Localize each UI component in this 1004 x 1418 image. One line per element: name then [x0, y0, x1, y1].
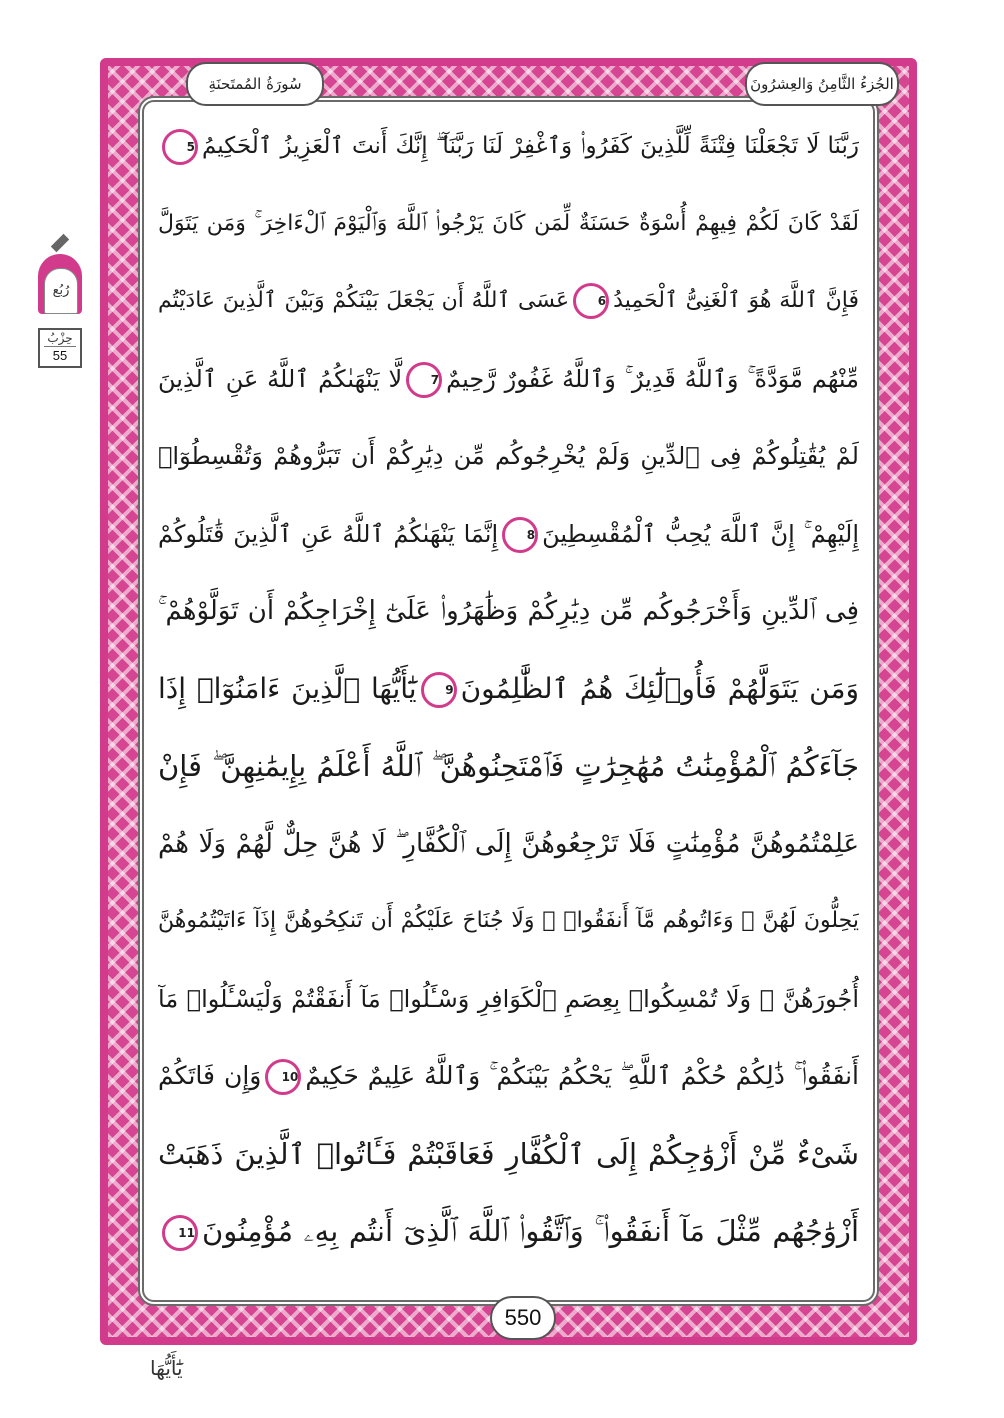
verse-line: [158, 581, 859, 641]
hizb-marker: [30, 232, 90, 372]
ayah-number-marker: 9: [421, 672, 457, 708]
page-number: 550: [490, 1296, 556, 1340]
verse-text: عَسَى ٱللَّهُ أَن يَجْعَلَ بَيْنَكُمْ وَبَيْنَ ٱلَّذِينَ عَادَيْتُم: [158, 288, 570, 313]
verse-text: إِنَّمَا يَنْهَىٰكُمُ ٱللَّهُ عَنِ ٱلَّذِينَ قَٰتَلُوكُمْ: [158, 519, 499, 548]
verse-line: [158, 271, 859, 331]
verse-text: يَٰٓأَيُّهَا ٱلَّذِينَ ءَامَنُوٓا۟ إِذَا: [158, 671, 417, 705]
verse-text: شَىْءٌ مِّنْ أَزْوَٰجِكُمْ إِلَى ٱلْكُفَّارِ فَعَاقَبْتُمْ فَـَٔاتُوا۟ ٱلَّذِينَ ذَهَبَتْ: [158, 1136, 859, 1171]
surah-header: سُورَةُ المُمتَحنَةِ: [186, 62, 324, 106]
finial-icon: [51, 234, 69, 252]
ayah-number-marker: 5: [162, 129, 198, 165]
verse-line: [158, 1046, 859, 1106]
verse-text: أَزْوَٰجُهُم مِّثْلَ مَآ أَنفَقُوا۟ ۚ وَٱتَّقُوا۟ ٱللَّهَ ٱلَّذِىٓ أَنتُم بِهِۦ مُؤْمِنُونَ: [202, 1214, 859, 1248]
verse-line: [158, 1201, 859, 1261]
hizb-number: 55: [44, 346, 76, 365]
verse-text: لَقَدْ كَانَ لَكُمْ فِيهِمْ أُسْوَةٌ حَسَنَةٌ لِّمَن كَانَ يَرْجُوا۟ ٱللَّهَ وَٱلْيَوْمَ ٱلْءَاخِرَ ۚ وَمَن يَتَوَلَّ: [158, 210, 859, 236]
verse-line: [158, 969, 859, 1029]
ayah-number-marker: 11: [162, 1215, 198, 1251]
verse-line: [158, 659, 859, 719]
ayah-number-marker: 10: [265, 1059, 301, 1095]
verse-line: [158, 349, 859, 409]
quarter-label: رُبُع: [44, 268, 78, 314]
verse-text: فِى ٱلدِّينِ وَأَخْرَجُوكُم مِّن دِيَٰرِكُمْ وَظَٰهَرُوا۟ عَلَىٰٓ إِخْرَاجِكُمْ أَن تَوَلَّوْهُمْ ۚ: [158, 596, 859, 626]
verse-text: يَحِلُّونَ لَهُنَّ ۖ وَءَاتُوهُم مَّآ أَنفَقُوا۟ ۚ وَلَا جُنَاحَ عَلَيْكُمْ أَن تَنكِحُوهُنَّ إِذَآ ءَاتَيْتُمُوهُنَّ: [158, 908, 859, 933]
catchword: يَٰٓأَيُّهَا: [150, 1356, 183, 1380]
verse-line: [158, 891, 859, 951]
verse-text: لَّا يَنْهَىٰكُمُ ٱللَّهُ عَنِ ٱلَّذِينَ: [158, 364, 403, 393]
verse-line: [158, 426, 859, 486]
verse-line: [158, 116, 859, 176]
verse-line: [158, 1124, 859, 1184]
ayah-number-marker: 6: [573, 283, 609, 319]
verse-text: فَإِنَّ ٱللَّهَ هُوَ ٱلْغَنِىُّ ٱلْحَمِيدُ: [613, 288, 859, 313]
verse-line: [158, 814, 859, 874]
hizb-label: حِزْبُ: [47, 331, 73, 345]
verse-text: إِلَيْهِمْ ۚ إِنَّ ٱللَّهَ يُحِبُّ ٱلْمُقْسِطِينَ: [542, 519, 859, 548]
verse-text-area: [158, 116, 859, 1288]
juz-header: الجُزءُ الثَّامِنُ وَالعِشرُونَ: [745, 62, 899, 106]
hizb-box: [38, 328, 82, 368]
verse-text: عَلِمْتُمُوهُنَّ مُؤْمِنَٰتٍ فَلَا تَرْجِعُوهُنَّ إِلَى ٱلْكُفَّارِ ۖ لَا هُنَّ حِلٌّ لَّهُمْ وَلَا هُمْ: [158, 828, 859, 859]
verse-text: أَنفَقُوا۟ ۚ ذَٰلِكُمْ حُكْمُ ٱللَّهِ ۖ يَحْكُمُ بَيْنَكُمْ ۚ وَٱللَّهُ عَلِيمٌ حَكِيمٌ: [305, 1061, 859, 1090]
verse-line: [158, 504, 859, 564]
verse-text: لَمْ يُقَٰتِلُوكُمْ فِى ٱلدِّينِ وَلَمْ يُخْرِجُوكُم مِّن دِيَٰرِكُمْ أَن تَبَرُّوهُمْ وَتُقْسِطُوٓا۟: [158, 442, 859, 470]
verse-text: أُجُورَهُنَّ ۚ وَلَا تُمْسِكُوا۟ بِعِصَمِ ٱلْكَوَافِرِ وَسْـَٔلُوا۟ مَآ أَنفَقْتُمْ وَلْيَسْـَٔلُوا۟ مَآ: [158, 984, 859, 1013]
verse-text: وَمَن يَتَوَلَّهُمْ فَأُو۟لَٰٓئِكَ هُمُ ٱلظَّٰلِمُونَ: [460, 671, 859, 705]
verse-text: جَآءَكُمُ ٱلْمُؤْمِنَٰتُ مُهَٰجِرَٰتٍ فَٱمْتَحِنُوهُنَّ ۖ ٱللَّهُ أَعْلَمُ بِإِيمَٰنِهِنَّ ۖ فَإِنْ: [158, 749, 859, 783]
verse-line: [158, 736, 859, 796]
verse-text: مِّنْهُم مَّوَدَّةً ۚ وَٱللَّهُ قَدِيرٌ ۚ وَٱللَّهُ غَفُورٌ رَّحِيمٌ: [446, 364, 859, 393]
verse-text: رَبَّنَا لَا تَجْعَلْنَا فِتْنَةً لِّلَّذِينَ كَفَرُوا۟ وَٱغْفِرْ لَنَا رَبَّنَآ ۖ إِنَّكَ أَنتَ ٱلْعَزِيزُ ٱلْحَكِيمُ: [202, 133, 859, 159]
ayah-number-marker: 8: [502, 517, 538, 553]
verse-text: وَإِن فَاتَكُمْ: [158, 1061, 262, 1090]
ayah-number-marker: 7: [406, 362, 442, 398]
verse-line: [158, 194, 859, 254]
